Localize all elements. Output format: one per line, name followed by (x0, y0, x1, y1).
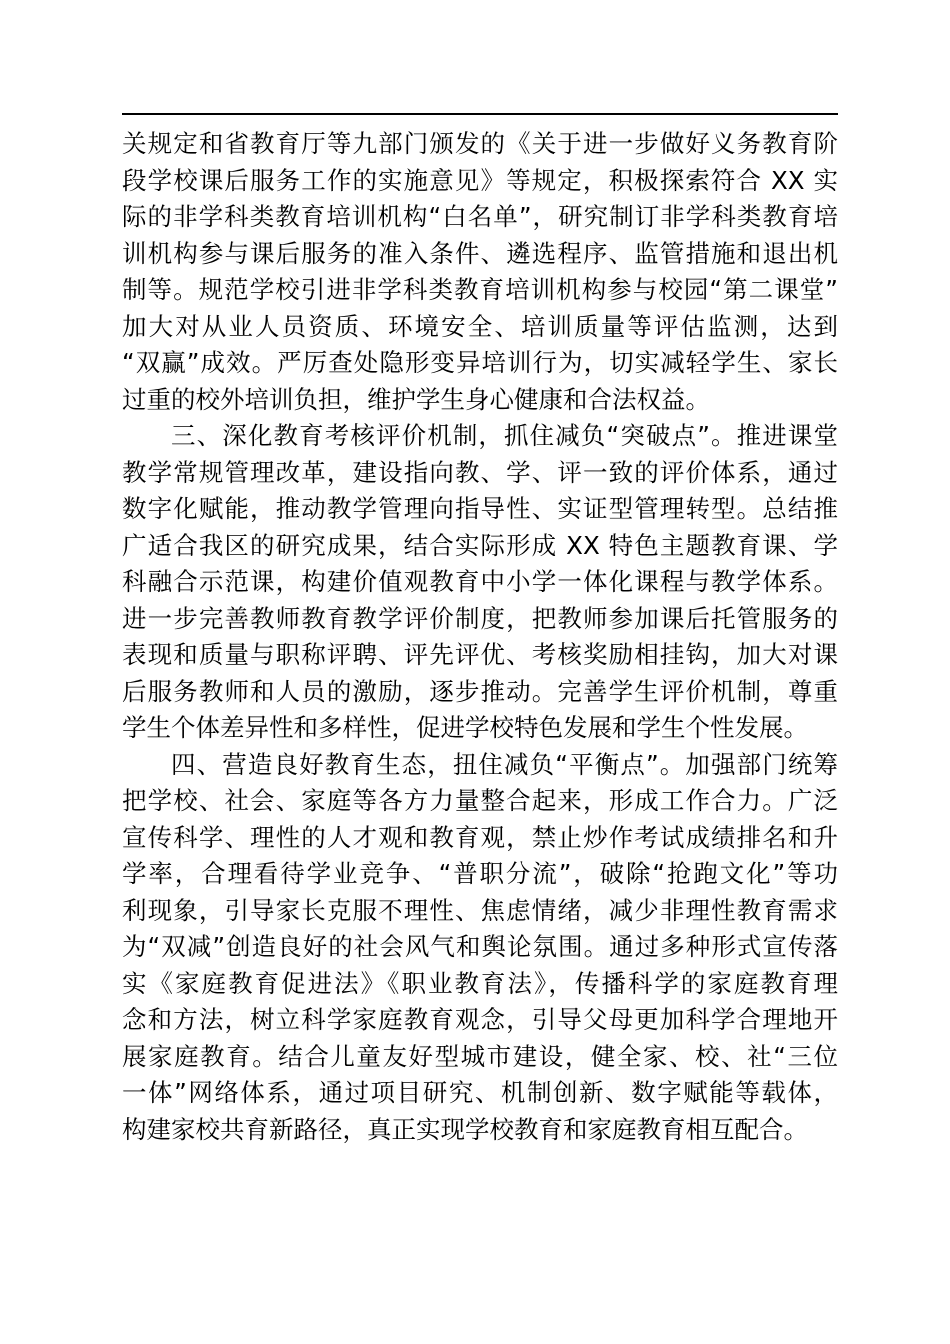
text-line: 宣传科学、理性的人才观和教育观，禁止炒作考试成绩排名和升 (122, 822, 838, 852)
text-line: 际的非学科类教育培训机构“白名单”，研究制订非学科类教育培 (122, 202, 838, 231)
text-line: 进一步完善教师教育教学评价制度，把教师参加课后托管服务的 (122, 603, 838, 633)
header-rule (122, 113, 838, 115)
text-line: 学生个体差异性和多样性，促进学校特色发展和学生个性发展。 (122, 713, 808, 742)
text-line: 实《家庭教育促进法》《职业教育法》，传播科学的家庭教育理 (122, 968, 838, 998)
text-line: 构建家校共育新路径，真正实现学校教育和家庭教育相互配合。 (122, 1114, 808, 1144)
text-line: 数字化赋能，推动教学管理向指导性、实证型管理转型。总结推 (122, 494, 838, 523)
text-line: 念和方法，树立科学家庭教育观念，引导父母更加科学合理地开 (122, 1005, 838, 1034)
text-line: 段学校课后服务工作的实施意见》等规定，积极探索符合 XX 实 (122, 165, 838, 195)
text-line: 展家庭教育。结合儿童友好型城市建设，健全家、校、社“三位 (122, 1041, 838, 1071)
text-line: 学率，合理看待学业竞争、“普职分流”，破除“抢跑文化”等功 (122, 859, 838, 888)
text-line: 后服务教师和人员的激励，逐步推动。完善学生评价机制，尊重 (122, 676, 838, 706)
text-line: 制等。规范学校引进非学科类教育培训机构参与校园“第二课堂” (122, 275, 838, 304)
text-line: 加大对从业人员资质、环境安全、培训质量等评估监测，达到 (122, 311, 838, 341)
text-line: 把学校、社会、家庭等各方力量整合起来，形成工作合力。广泛 (122, 786, 838, 815)
text-line: 利现象，引导家长克服不理性、焦虑情绪，减少非理性教育需求 (122, 895, 838, 925)
section-heading-line: 三、深化教育考核评价机制，抓住减负“突破点”。推进课堂 (171, 421, 838, 450)
text-line: 一体”网络体系，通过项目研究、机制创新、数字赋能等载体， (122, 1078, 838, 1107)
text-line: 科融合示范课，构建价值观教育中小学一体化课程与教学体系。 (122, 567, 838, 596)
text-line: 过重的校外培训负担，维护学生身心健康和合法权益。 (122, 384, 710, 414)
text-line: “双赢”成效。严厉查处隐形变异培训行为，切实减轻学生、家长 (122, 348, 838, 377)
text-line: 关规定和省教育厅等九部门颁发的《关于进一步做好义务教育阶 (122, 129, 838, 158)
document-body (122, 126, 838, 1148)
text-line: 教学常规管理改革，建设指向教、学、评一致的评价体系，通过 (122, 457, 838, 487)
section-heading-line: 四、营造良好教育生态，扭住减负“平衡点”。加强部门统筹 (171, 749, 838, 779)
text-line: 训机构参与课后服务的准入条件、遴选程序、监管措施和退出机 (122, 238, 838, 268)
text-line: 广适合我区的研究成果，结合实际形成 XX 特色主题教育课、学 (122, 530, 838, 560)
text-line: 表现和质量与职称评聘、评先评优、考核奖励相挂钩，加大对课 (122, 640, 838, 669)
text-line: 为“双减”创造良好的社会风气和舆论氛围。通过多种形式宣传落 (122, 932, 838, 961)
